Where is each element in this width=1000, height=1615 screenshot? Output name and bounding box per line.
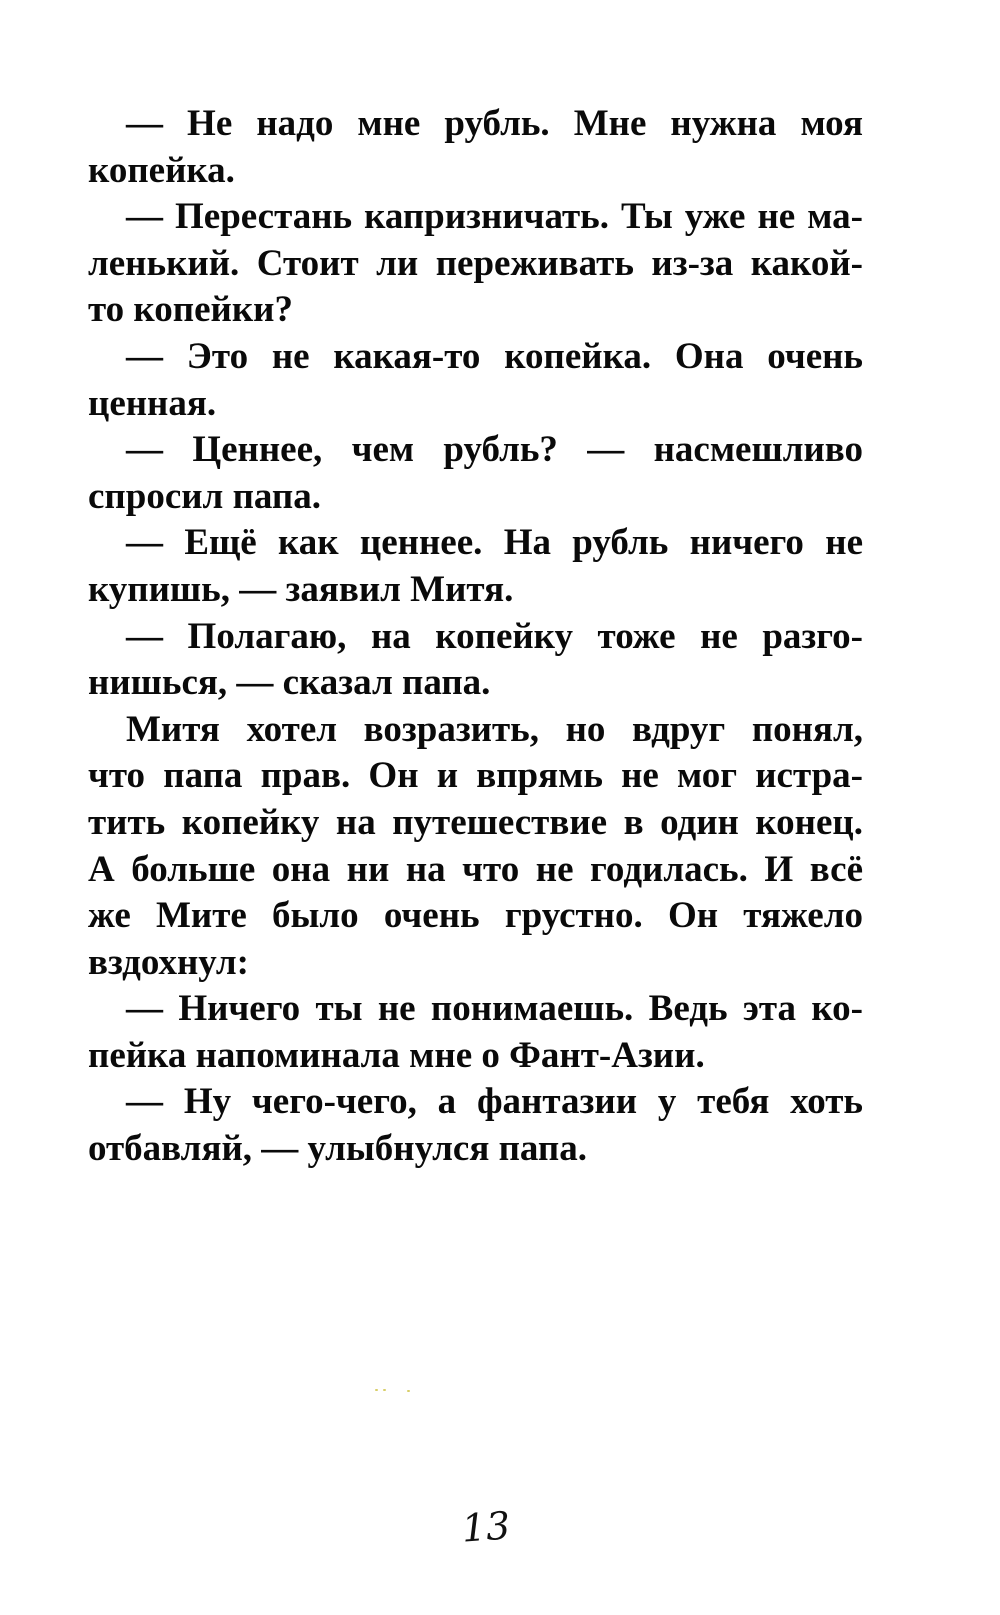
text-line: пейка напоминала мне о Фант-Азии.	[88, 1034, 705, 1076]
text-line: ценная.	[88, 382, 217, 424]
text-line: — Ценнее, чем рубль? — насмешливо	[126, 429, 863, 471]
text-line: нишься, — сказал папа.	[88, 662, 491, 704]
scan-speck-marks	[375, 1387, 415, 1393]
text-line: что папа прав. Он и впрямь не мог истра-	[88, 755, 863, 797]
text-line: — Ничего ты не понимаешь. Ведь эта ко-	[126, 988, 863, 1030]
text-line: отбавляй, — улыбнулся папа.	[88, 1128, 587, 1170]
page-body-text	[88, 101, 863, 1173]
text-line: — Полагаю, на копейку тоже не разго-	[126, 615, 863, 657]
text-line: же Мите было очень грустно. Он тяжело	[88, 895, 863, 937]
text-line: — Ну чего-чего, а фантазии у тебя хоть	[126, 1081, 863, 1123]
text-line: А больше она ни на что не годилась. И всё	[88, 848, 863, 890]
text-line: тить копейку на путешествие в один конец.	[88, 801, 863, 843]
text-line: копейка.	[88, 149, 235, 191]
text-line: вздохнул:	[88, 941, 249, 983]
text-line: купишь, — заявил Митя.	[88, 568, 514, 610]
text-line: — Перестань капризничать. Ты уже не ма-	[126, 196, 863, 238]
scan-speck	[375, 1389, 378, 1391]
text-line: — Ещё как ценнее. На рубль ничего не	[126, 522, 863, 564]
scan-speck	[383, 1389, 386, 1391]
page-number: 13	[460, 1503, 512, 1551]
text-line: ленький. Стоит ли переживать из-за какой-	[88, 242, 863, 284]
text-line: — Это не какая-то копейка. Она очень	[126, 335, 863, 377]
text-line: то копейки?	[88, 289, 293, 331]
text-line: — Не надо мне рубль. Мне нужна моя	[126, 103, 863, 144]
text-line: спросил папа.	[88, 475, 321, 517]
scan-speck	[407, 1390, 410, 1392]
text-line: Митя хотел возразить, но вдруг понял,	[126, 708, 863, 750]
